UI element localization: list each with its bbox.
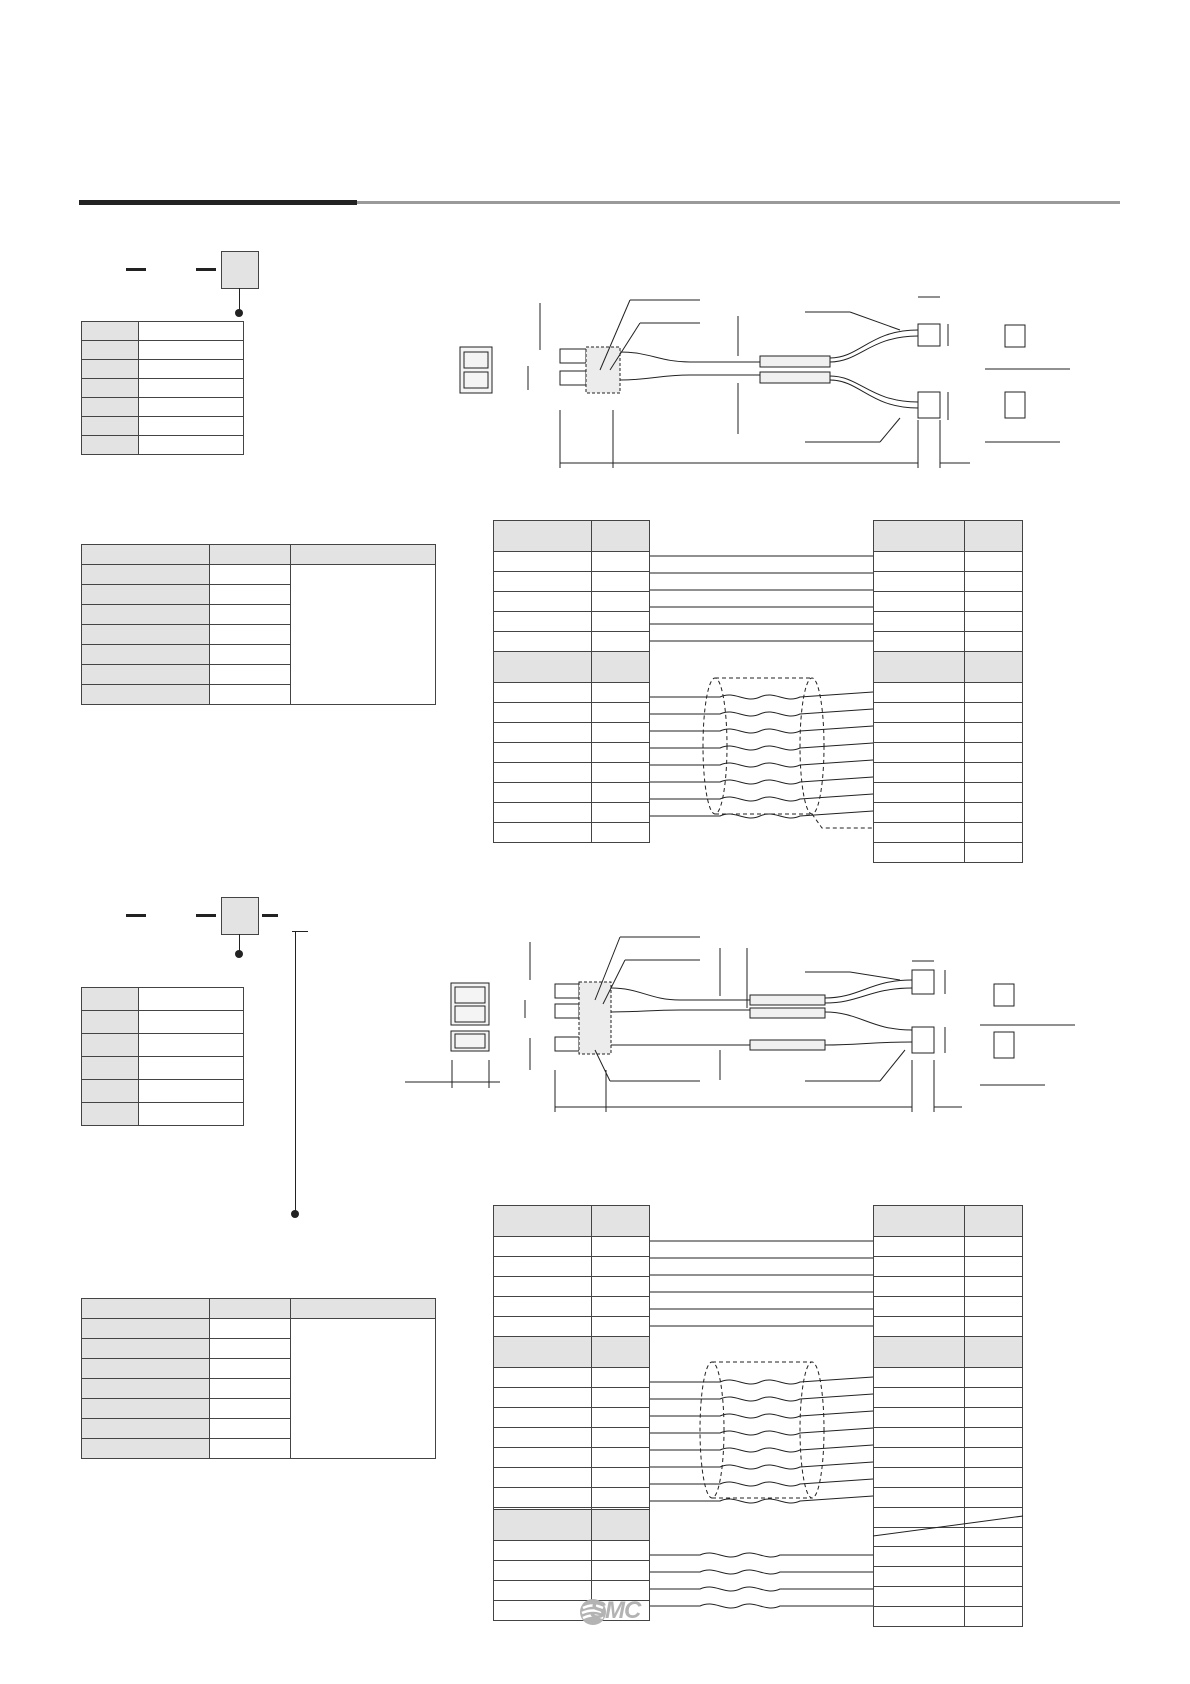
smc-logo-text: SMC — [590, 1597, 641, 1624]
